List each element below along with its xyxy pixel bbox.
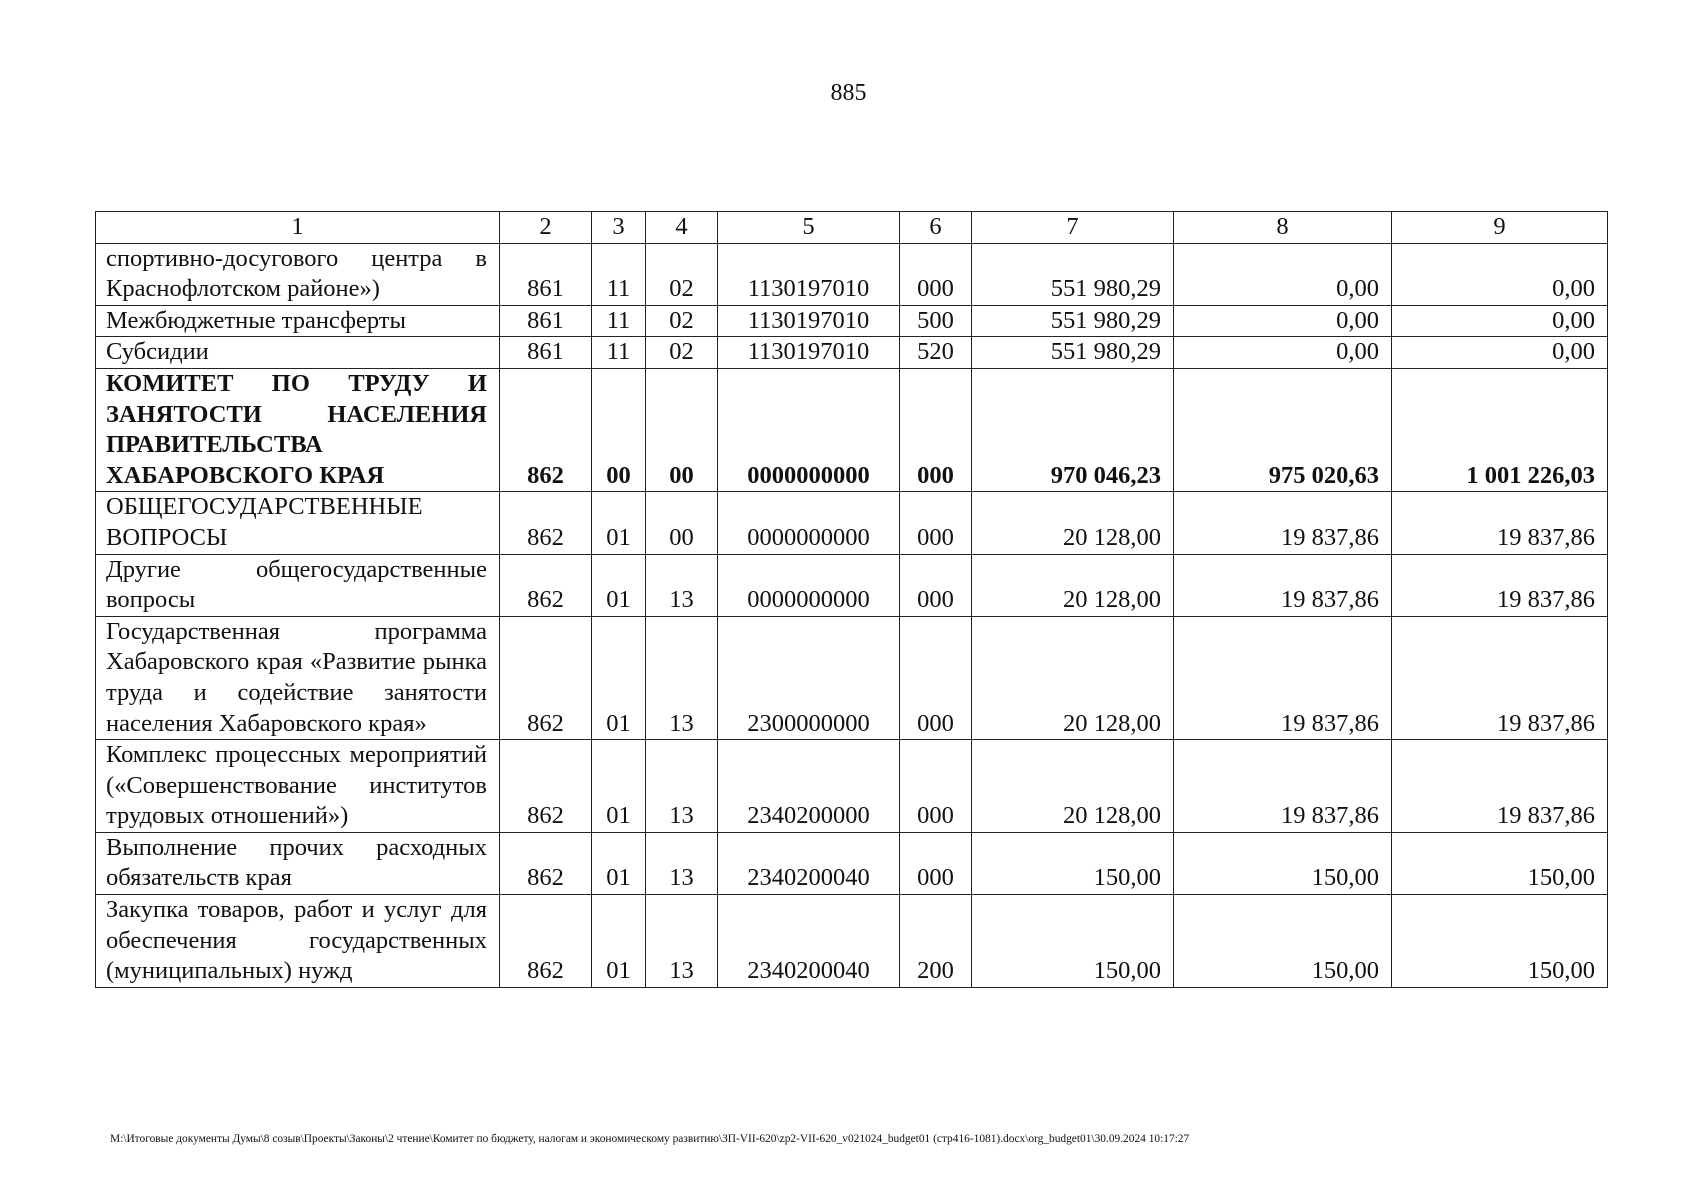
row-vr-cell: 000 [900, 368, 972, 491]
row-csr-cell: 2340200040 [718, 895, 900, 988]
row-name-cell: Другие общегосударственные вопросы [96, 554, 500, 616]
row-sum-9-cell: 0,00 [1392, 305, 1608, 337]
row-name-cell: ОБЩЕГОСУДАРСТВЕННЫЕ ВОПРОСЫ [96, 492, 500, 554]
row-vr-cell: 000 [900, 492, 972, 554]
row-name-cell: Выполнение прочих расходных обязательств края [96, 832, 500, 894]
table-row [96, 832, 1608, 894]
row-podrazdel-cell: 13 [646, 895, 718, 988]
row-vr-cell: 200 [900, 895, 972, 988]
row-razdel-cell: 11 [592, 243, 646, 305]
row-sum-8-cell: 150,00 [1174, 832, 1392, 894]
row-csr-cell: 0000000000 [718, 368, 900, 491]
row-sum-7-cell: 20 128,00 [972, 492, 1174, 554]
table-row [96, 492, 1608, 554]
row-sum-7-cell: 20 128,00 [972, 740, 1174, 833]
row-vedomstvo-cell: 862 [500, 368, 592, 491]
row-sum-7-cell: 150,00 [972, 832, 1174, 894]
header-cell-4: 4 [646, 212, 718, 244]
row-razdel-cell: 00 [592, 368, 646, 491]
row-vr-cell: 000 [900, 554, 972, 616]
row-razdel-cell: 01 [592, 554, 646, 616]
table-row [96, 895, 1608, 988]
row-vedomstvo-cell: 862 [500, 895, 592, 988]
row-vedomstvo-cell: 862 [500, 832, 592, 894]
row-razdel-cell: 01 [592, 492, 646, 554]
header-cell-3: 3 [592, 212, 646, 244]
row-csr-cell: 2340200040 [718, 832, 900, 894]
row-sum-9-cell: 19 837,86 [1392, 554, 1608, 616]
row-sum-9-cell: 19 837,86 [1392, 616, 1608, 739]
row-sum-8-cell: 19 837,86 [1174, 740, 1392, 833]
row-sum-9-cell: 19 837,86 [1392, 492, 1608, 554]
row-vedomstvo-cell: 861 [500, 305, 592, 337]
row-csr-cell: 0000000000 [718, 554, 900, 616]
header-cell-7: 7 [972, 212, 1174, 244]
header-cell-2: 2 [500, 212, 592, 244]
row-name-cell: Государственная программа Хабаровского края «Развитие рынка труда и содействие занятости населения Хабаровского края» [96, 616, 500, 739]
row-sum-9-cell: 1 001 226,03 [1392, 368, 1608, 491]
row-sum-8-cell: 0,00 [1174, 337, 1392, 369]
row-podrazdel-cell: 13 [646, 554, 718, 616]
row-razdel-cell: 01 [592, 740, 646, 833]
row-podrazdel-cell: 13 [646, 616, 718, 739]
row-csr-cell: 1130197010 [718, 337, 900, 369]
row-vr-cell: 000 [900, 832, 972, 894]
row-vr-cell: 000 [900, 616, 972, 739]
row-sum-7-cell: 551 980,29 [972, 337, 1174, 369]
row-podrazdel-cell: 02 [646, 337, 718, 369]
table-body [96, 212, 1608, 988]
row-vedomstvo-cell: 861 [500, 243, 592, 305]
row-sum-9-cell: 0,00 [1392, 337, 1608, 369]
row-sum-8-cell: 975 020,63 [1174, 368, 1392, 491]
row-razdel-cell: 11 [592, 305, 646, 337]
row-name-cell: Комплекс процессных мероприятий («Совершенствование институтов трудовых отношений») [96, 740, 500, 833]
row-vr-cell: 500 [900, 305, 972, 337]
table-row [96, 243, 1608, 305]
table-row [96, 740, 1608, 833]
table-row [96, 305, 1608, 337]
row-csr-cell: 2300000000 [718, 616, 900, 739]
row-podrazdel-cell: 13 [646, 832, 718, 894]
budget-table [95, 211, 1608, 988]
row-sum-8-cell: 19 837,86 [1174, 616, 1392, 739]
row-name-cell: Межбюджетные трансферты [96, 305, 500, 337]
row-vr-cell: 000 [900, 243, 972, 305]
row-csr-cell: 2340200000 [718, 740, 900, 833]
row-vedomstvo-cell: 862 [500, 616, 592, 739]
row-vedomstvo-cell: 862 [500, 492, 592, 554]
row-name-cell: спортивно-досугового центра в Краснофлотском районе») [96, 243, 500, 305]
row-razdel-cell: 01 [592, 616, 646, 739]
table-header-row [96, 212, 1608, 244]
row-csr-cell: 1130197010 [718, 305, 900, 337]
row-name-cell: КОМИТЕТ ПО ТРУДУ И ЗАНЯТОСТИ НАСЕЛЕНИЯ ПРАВИТЕЛЬСТВА ХАБАРОВСКОГО КРАЯ [96, 368, 500, 491]
row-csr-cell: 0000000000 [718, 492, 900, 554]
row-name-cell: Субсидии [96, 337, 500, 369]
row-podrazdel-cell: 00 [646, 368, 718, 491]
header-cell-5: 5 [718, 212, 900, 244]
row-sum-7-cell: 970 046,23 [972, 368, 1174, 491]
row-podrazdel-cell: 02 [646, 243, 718, 305]
row-sum-9-cell: 150,00 [1392, 832, 1608, 894]
row-sum-9-cell: 150,00 [1392, 895, 1608, 988]
header-cell-8: 8 [1174, 212, 1392, 244]
row-sum-7-cell: 150,00 [972, 895, 1174, 988]
row-sum-8-cell: 19 837,86 [1174, 492, 1392, 554]
row-sum-8-cell: 0,00 [1174, 243, 1392, 305]
row-podrazdel-cell: 13 [646, 740, 718, 833]
row-sum-7-cell: 20 128,00 [972, 616, 1174, 739]
row-razdel-cell: 11 [592, 337, 646, 369]
row-sum-9-cell: 19 837,86 [1392, 740, 1608, 833]
table-row [96, 616, 1608, 739]
row-sum-7-cell: 551 980,29 [972, 243, 1174, 305]
page-number: 885 [830, 80, 867, 106]
footer-file-path: М:\Итоговые документы Думы\8 созыв\Проекты\Законы\2 чтение\Комитет по бюджету, налогам и экономическому развитию\ЗП-VII-620\zp2-VII-620_v021024_budget01 (стр416-1081).docx\org_budget01\30.09.2024 10:17:27 [110, 1133, 1190, 1145]
row-sum-7-cell: 551 980,29 [972, 305, 1174, 337]
row-sum-8-cell: 19 837,86 [1174, 554, 1392, 616]
row-sum-9-cell: 0,00 [1392, 243, 1608, 305]
table-row [96, 554, 1608, 616]
row-podrazdel-cell: 00 [646, 492, 718, 554]
row-podrazdel-cell: 02 [646, 305, 718, 337]
row-name-cell: Закупка товаров, работ и услуг для обеспечения государственных (муниципальных) нужд [96, 895, 500, 988]
header-cell-6: 6 [900, 212, 972, 244]
row-razdel-cell: 01 [592, 832, 646, 894]
table-row [96, 337, 1608, 369]
header-cell-9: 9 [1392, 212, 1608, 244]
row-razdel-cell: 01 [592, 895, 646, 988]
row-vedomstvo-cell: 861 [500, 337, 592, 369]
row-vedomstvo-cell: 862 [500, 554, 592, 616]
header-cell-1: 1 [96, 212, 500, 244]
row-vr-cell: 000 [900, 740, 972, 833]
row-vedomstvo-cell: 862 [500, 740, 592, 833]
row-sum-7-cell: 20 128,00 [972, 554, 1174, 616]
row-vr-cell: 520 [900, 337, 972, 369]
table-row [96, 368, 1608, 491]
row-csr-cell: 1130197010 [718, 243, 900, 305]
row-sum-8-cell: 150,00 [1174, 895, 1392, 988]
row-sum-8-cell: 0,00 [1174, 305, 1392, 337]
